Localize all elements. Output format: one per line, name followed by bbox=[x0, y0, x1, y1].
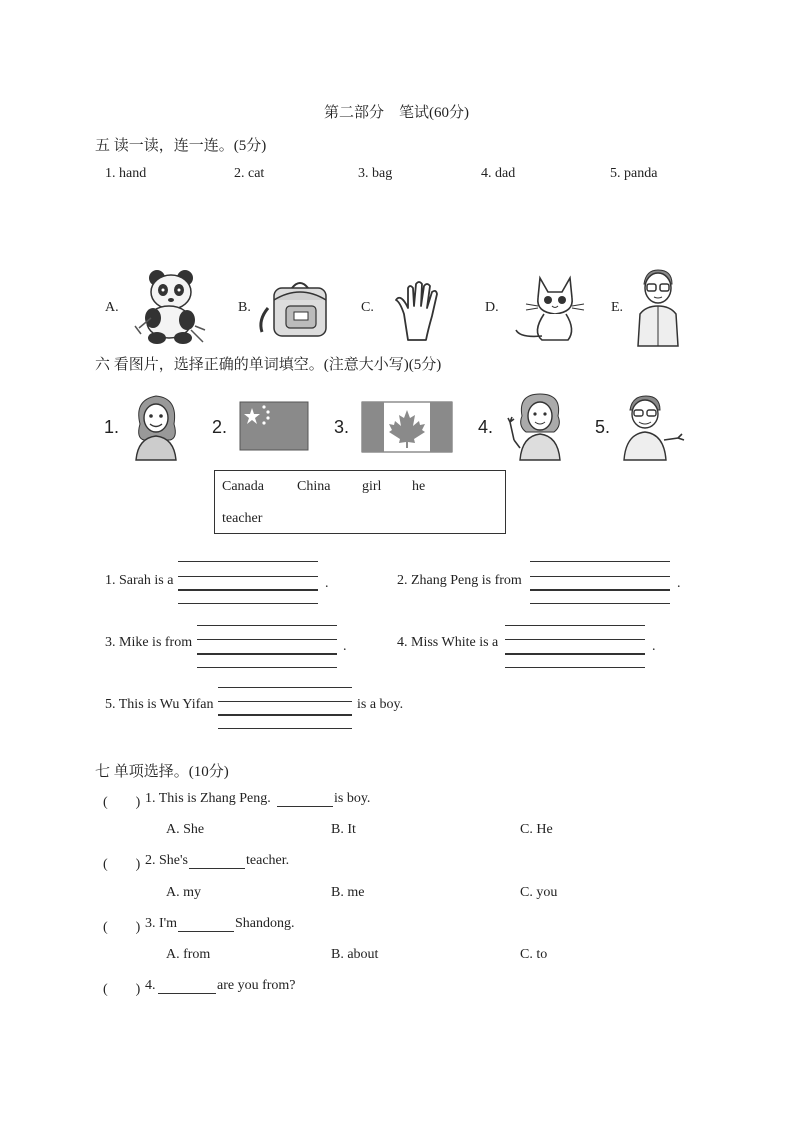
q3-paren[interactable]: ( ) bbox=[103, 920, 141, 935]
sentence-3-period: . bbox=[343, 639, 347, 654]
picture-num-2: 2. bbox=[212, 417, 228, 437]
sentence-5-text: 5. This is Wu Yifan bbox=[105, 697, 214, 712]
word-2: 2. cat bbox=[234, 166, 265, 181]
q4-stem-end: are you from? bbox=[217, 978, 296, 993]
word-bank-canada: Canada bbox=[222, 479, 264, 494]
man-with-glasses-icon bbox=[636, 268, 680, 348]
word-5: 5. panda bbox=[610, 166, 658, 181]
word-1: 1. hand bbox=[105, 166, 147, 181]
picture-num-1: 1. bbox=[104, 417, 120, 437]
q3-stem-start: 3. I'm bbox=[145, 916, 178, 931]
q2-blank[interactable] bbox=[189, 868, 245, 869]
section-7-heading: 七 单项选择。(10分) bbox=[95, 764, 229, 780]
picture-num-3: 3. bbox=[334, 417, 350, 437]
q1-option-a[interactable]: A. She bbox=[166, 822, 205, 837]
q3-option-a[interactable]: A. from bbox=[166, 947, 211, 962]
option-b-letter: B. bbox=[238, 300, 251, 315]
q3-option-b[interactable]: B. about bbox=[331, 947, 379, 962]
q1-stem-end: is boy. bbox=[334, 791, 371, 806]
panda-icon bbox=[133, 268, 205, 346]
sentence-4-period: . bbox=[652, 639, 656, 654]
word-bank-he: he bbox=[412, 479, 426, 494]
q2-paren[interactable]: ( ) bbox=[103, 857, 141, 872]
boy-icon bbox=[620, 394, 688, 460]
sentence-2-text: 2. Zhang Peng is from bbox=[397, 573, 522, 588]
q2-option-b[interactable]: B. me bbox=[331, 885, 365, 900]
q2-stem-end: teacher. bbox=[246, 853, 290, 868]
option-a-letter: A. bbox=[105, 300, 119, 315]
q2-option-c[interactable]: C. you bbox=[520, 885, 558, 900]
q4-blank[interactable] bbox=[158, 993, 216, 994]
schoolbag-icon bbox=[256, 280, 336, 340]
teacher-woman-icon bbox=[508, 392, 570, 460]
q3-option-c[interactable]: C. to bbox=[520, 947, 548, 962]
word-3: 3. bag bbox=[358, 166, 393, 181]
q1-stem-start: 1. This is Zhang Peng. bbox=[145, 791, 271, 806]
word-bank-china: China bbox=[297, 479, 331, 494]
china-flag-icon bbox=[240, 402, 308, 450]
girl-icon bbox=[134, 394, 180, 460]
option-c-letter: C. bbox=[361, 300, 374, 315]
page-title: 第二部分 笔试(60分) bbox=[324, 105, 469, 121]
cat-icon bbox=[512, 272, 592, 344]
q3-stem-end: Shandong. bbox=[235, 916, 295, 931]
q1-option-b[interactable]: B. It bbox=[331, 822, 356, 837]
word-bank-girl: girl bbox=[362, 479, 382, 494]
word-4: 4. dad bbox=[481, 166, 516, 181]
q2-stem-start: 2. She's bbox=[145, 853, 188, 868]
q1-blank[interactable] bbox=[277, 806, 333, 807]
section-6-heading: 六 看图片，选择正确的单词填空。(注意大小写)(5分) bbox=[95, 357, 442, 373]
hand-icon bbox=[394, 280, 444, 342]
word-bank-teacher: teacher bbox=[222, 511, 263, 526]
canada-flag-icon bbox=[362, 402, 452, 452]
sentence-3-text: 3. Mike is from bbox=[105, 635, 193, 650]
option-d-letter: D. bbox=[485, 300, 499, 315]
sentence-2-period: . bbox=[677, 576, 681, 591]
picture-num-4: 4. bbox=[478, 417, 494, 437]
q4-stem-start: 4. bbox=[145, 978, 156, 993]
option-e-letter: E. bbox=[611, 300, 624, 315]
picture-num-5: 5. bbox=[595, 417, 611, 437]
sentence-1-period: . bbox=[325, 576, 329, 591]
q3-blank[interactable] bbox=[178, 931, 234, 932]
q2-option-a[interactable]: A. my bbox=[166, 885, 201, 900]
q1-paren[interactable]: ( ) bbox=[103, 795, 141, 810]
q4-paren[interactable]: ( ) bbox=[103, 982, 141, 997]
sentence-4-text: 4. Miss White is a bbox=[397, 635, 499, 650]
q1-option-c[interactable]: C. He bbox=[520, 822, 553, 837]
sentence-5-tail: is a boy. bbox=[357, 697, 404, 712]
sentence-1-text: 1. Sarah is a bbox=[105, 573, 174, 588]
section-5-heading: 五 读一读，连一连。(5分) bbox=[95, 138, 267, 154]
